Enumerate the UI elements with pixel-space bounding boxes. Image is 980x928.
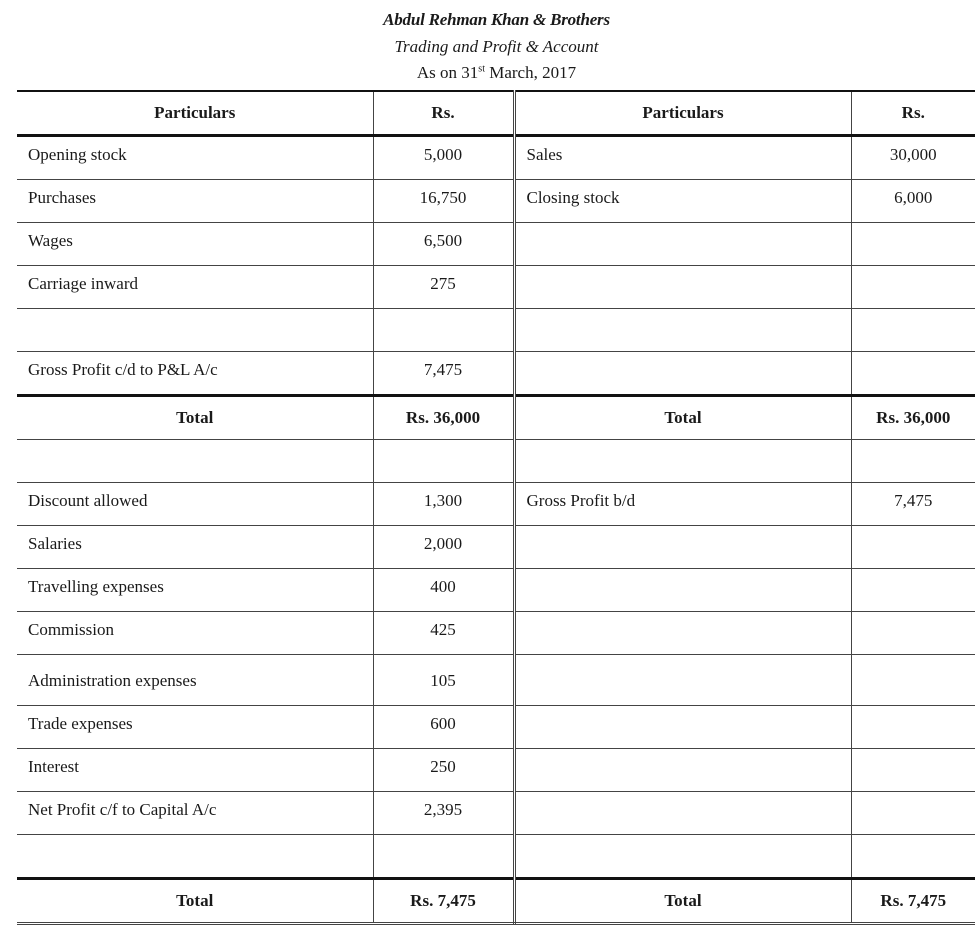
- left-particular: [17, 440, 373, 483]
- right-amount: [851, 612, 975, 655]
- statement-date: [0, 60, 980, 86]
- left-amount: 7,475: [373, 352, 514, 396]
- left-amount: [373, 309, 514, 352]
- left-amount: 425: [373, 612, 514, 655]
- right-amount: [851, 706, 975, 749]
- left-particular: Opening stock: [17, 136, 373, 180]
- right-amount: [851, 569, 975, 612]
- right-particular: Sales: [514, 136, 851, 180]
- right-amount: 30,000: [851, 136, 975, 180]
- left-particular: Interest: [17, 749, 373, 792]
- company-name: Abdul Rehman Khan & Brothers: [383, 10, 610, 29]
- header-left-amount: Rs.: [373, 91, 514, 136]
- right-particular: [514, 706, 851, 749]
- total-label-right: Total: [514, 396, 851, 440]
- table-row: [17, 440, 975, 483]
- right-particular: [514, 749, 851, 792]
- right-amount: [851, 309, 975, 352]
- table-row: [17, 792, 975, 835]
- left-particular: Net Profit c/f to Capital A/c: [17, 792, 373, 835]
- right-amount: [851, 792, 975, 835]
- table-row: [17, 266, 975, 309]
- left-particular: Carriage inward: [17, 266, 373, 309]
- table-row: [17, 526, 975, 569]
- table-row: [17, 749, 975, 792]
- header-row: [17, 91, 975, 136]
- right-amount: [851, 266, 975, 309]
- left-amount: [373, 440, 514, 483]
- header-left-particulars: Particulars: [17, 91, 373, 136]
- right-particular: [514, 526, 851, 569]
- total-amount-right: Rs. 36,000: [851, 396, 975, 440]
- right-amount: [851, 655, 975, 706]
- right-amount: [851, 526, 975, 569]
- right-particular: [514, 223, 851, 266]
- table-row: [17, 352, 975, 396]
- left-particular: Salaries: [17, 526, 373, 569]
- date-prefix: As on 31: [416, 63, 479, 82]
- left-particular: Travelling expenses: [17, 569, 373, 612]
- left-amount: 16,750: [373, 180, 514, 223]
- table-row: [17, 483, 975, 526]
- left-particular: [17, 309, 373, 352]
- right-particular: [514, 440, 851, 483]
- total-label-left: Total: [17, 879, 373, 924]
- right-amount: [851, 440, 975, 483]
- date-rest: March, 2017: [484, 63, 577, 82]
- left-particular: [17, 835, 373, 879]
- left-amount: 5,000: [373, 136, 514, 180]
- left-amount: 1,300: [373, 483, 514, 526]
- right-amount: [851, 352, 975, 396]
- right-particular: [514, 569, 851, 612]
- right-amount: [851, 835, 975, 879]
- right-amount: 6,000: [851, 180, 975, 223]
- left-amount: 2,000: [373, 526, 514, 569]
- date-suffix: st: [478, 63, 485, 75]
- right-particular: [514, 266, 851, 309]
- header-right-amount: Rs.: [851, 91, 975, 136]
- table-row: [17, 706, 975, 749]
- left-amount: 105: [373, 655, 514, 706]
- right-particular: [514, 352, 851, 396]
- header-right-particulars: Particulars: [514, 91, 851, 136]
- right-particular: Closing stock: [514, 180, 851, 223]
- right-particular: [514, 612, 851, 655]
- left-amount: [373, 835, 514, 879]
- left-amount: 6,500: [373, 223, 514, 266]
- table-row: [17, 569, 975, 612]
- left-particular: Gross Profit c/d to P&L A/c: [17, 352, 373, 396]
- pl-total-row: [17, 879, 975, 924]
- table-row: [17, 309, 975, 352]
- table-row: [17, 223, 975, 266]
- left-amount: 600: [373, 706, 514, 749]
- left-particular: Commission: [17, 612, 373, 655]
- left-particular: Trade expenses: [17, 706, 373, 749]
- right-particular: [514, 309, 851, 352]
- right-particular: Gross Profit b/d: [514, 483, 851, 526]
- total-amount-left: Rs. 36,000: [373, 396, 514, 440]
- right-particular: [514, 655, 851, 706]
- total-label-left: Total: [17, 396, 373, 440]
- left-amount: 275: [373, 266, 514, 309]
- document-header: [0, 6, 980, 86]
- total-amount-left: Rs. 7,475: [373, 879, 514, 924]
- left-particular: Wages: [17, 223, 373, 266]
- trading-total-row: [17, 396, 975, 440]
- table-row: [17, 136, 975, 180]
- right-particular: [514, 792, 851, 835]
- total-label-right: Total: [514, 879, 851, 924]
- left-particular: Purchases: [17, 180, 373, 223]
- table-row: [17, 655, 975, 706]
- table-row: [17, 835, 975, 879]
- left-amount: 250: [373, 749, 514, 792]
- table-row: [17, 180, 975, 223]
- table-row: [17, 612, 975, 655]
- right-particular: [514, 835, 851, 879]
- left-amount: 2,395: [373, 792, 514, 835]
- right-amount: [851, 749, 975, 792]
- right-amount: 7,475: [851, 483, 975, 526]
- left-particular: Administration expenses: [17, 655, 373, 706]
- account-table: [17, 90, 975, 925]
- left-amount: 400: [373, 569, 514, 612]
- statement-title: Trading and Profit & Account: [394, 37, 599, 56]
- total-amount-right: Rs. 7,475: [851, 879, 975, 924]
- left-particular: Discount allowed: [17, 483, 373, 526]
- right-amount: [851, 223, 975, 266]
